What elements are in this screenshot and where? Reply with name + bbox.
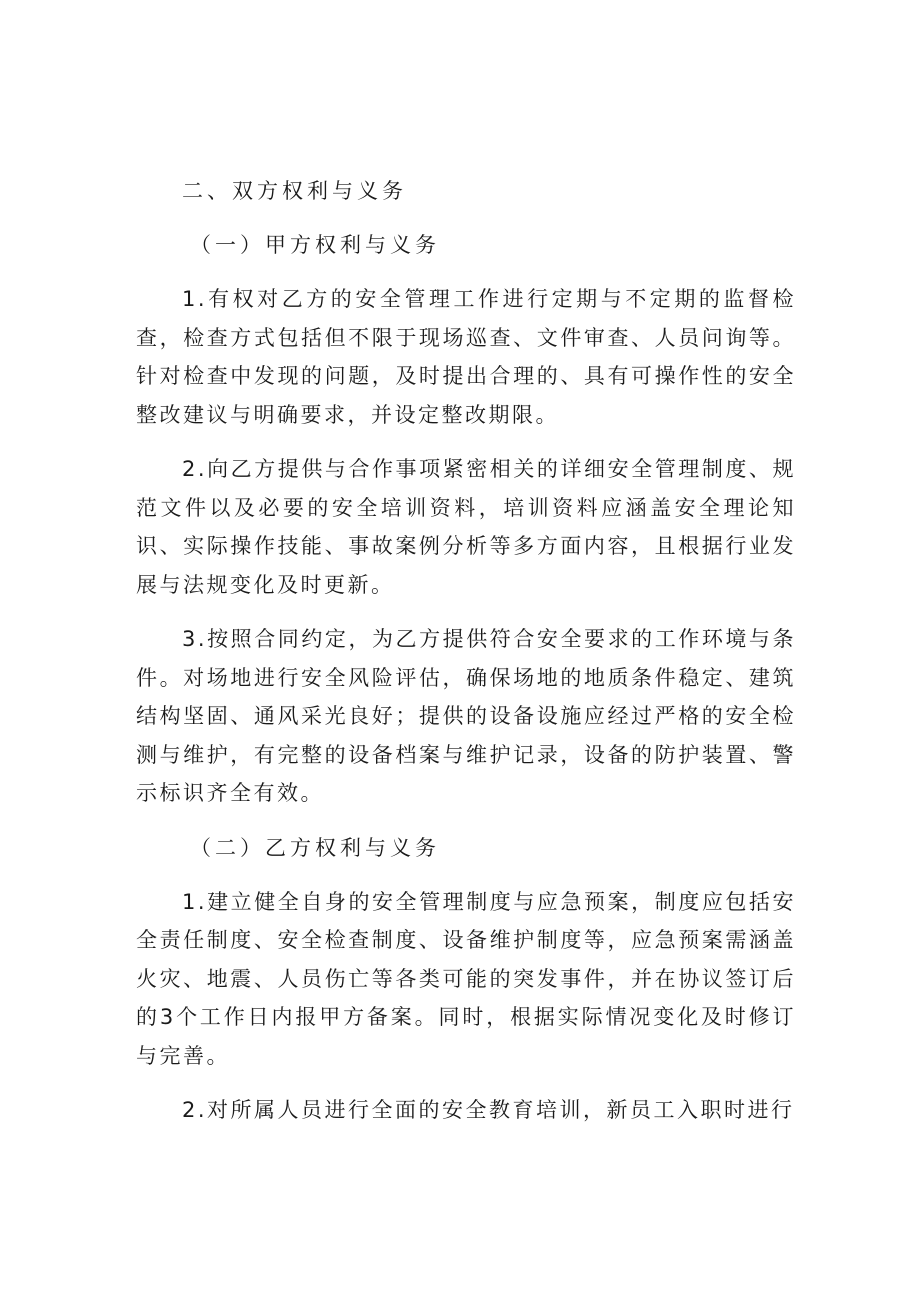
party-b-item-1: 1.建立健全自身的安全管理制度与应急预案，制度应包括安全责任制度、安全检查制度、设备维护制度等，应急预案需涵盖火灾、地震、人员伤亡等各类可能的突发事件，并在协议签订后的3个工作日内报甲方备案。同时，根据实际情况变化及时修订与完善。	[136, 889, 796, 1068]
party-a-item-3: 3.按照合同约定，为乙方提供符合安全要求的工作环境与条件。对场地进行安全风险评估，确保场地的地质条件稳定、建筑结构坚固、通风采光良好；提供的设备设施应经过严格的安全检测与维护，有完整的设备档案与维护记录，设备的防护装置、警示标识齐全有效。	[136, 627, 796, 805]
party-a-item-1: 1.有权对乙方的安全管理工作进行定期与不定期的监督检查，检查方式包括但不限于现场巡查、文件审查、人员问询等。针对检查中发现的问题，及时提出合理的、具有可操作性的安全整改建议与明确要求，并设定整改期限。	[136, 287, 796, 427]
party-a-item-2: 2.向乙方提供与合作事项紧密相关的详细安全管理制度、规范文件以及必要的安全培训资料，培训资料应涵盖安全理论知识、实际操作技能、事故案例分析等多方面内容，且根据行业发展与法规变化及时更新。	[136, 457, 796, 597]
subsection-b-title: （二）乙方权利与义务	[190, 835, 440, 860]
document-body	[136, 172, 796, 1130]
subsection-a-title: （一）甲方权利与义务	[190, 233, 440, 257]
section-title: 二、双方权利与义务	[182, 179, 407, 203]
party-b-item-2: 2.对所属人员进行全面的安全教育培训，新员工入职时进行	[182, 1098, 795, 1122]
